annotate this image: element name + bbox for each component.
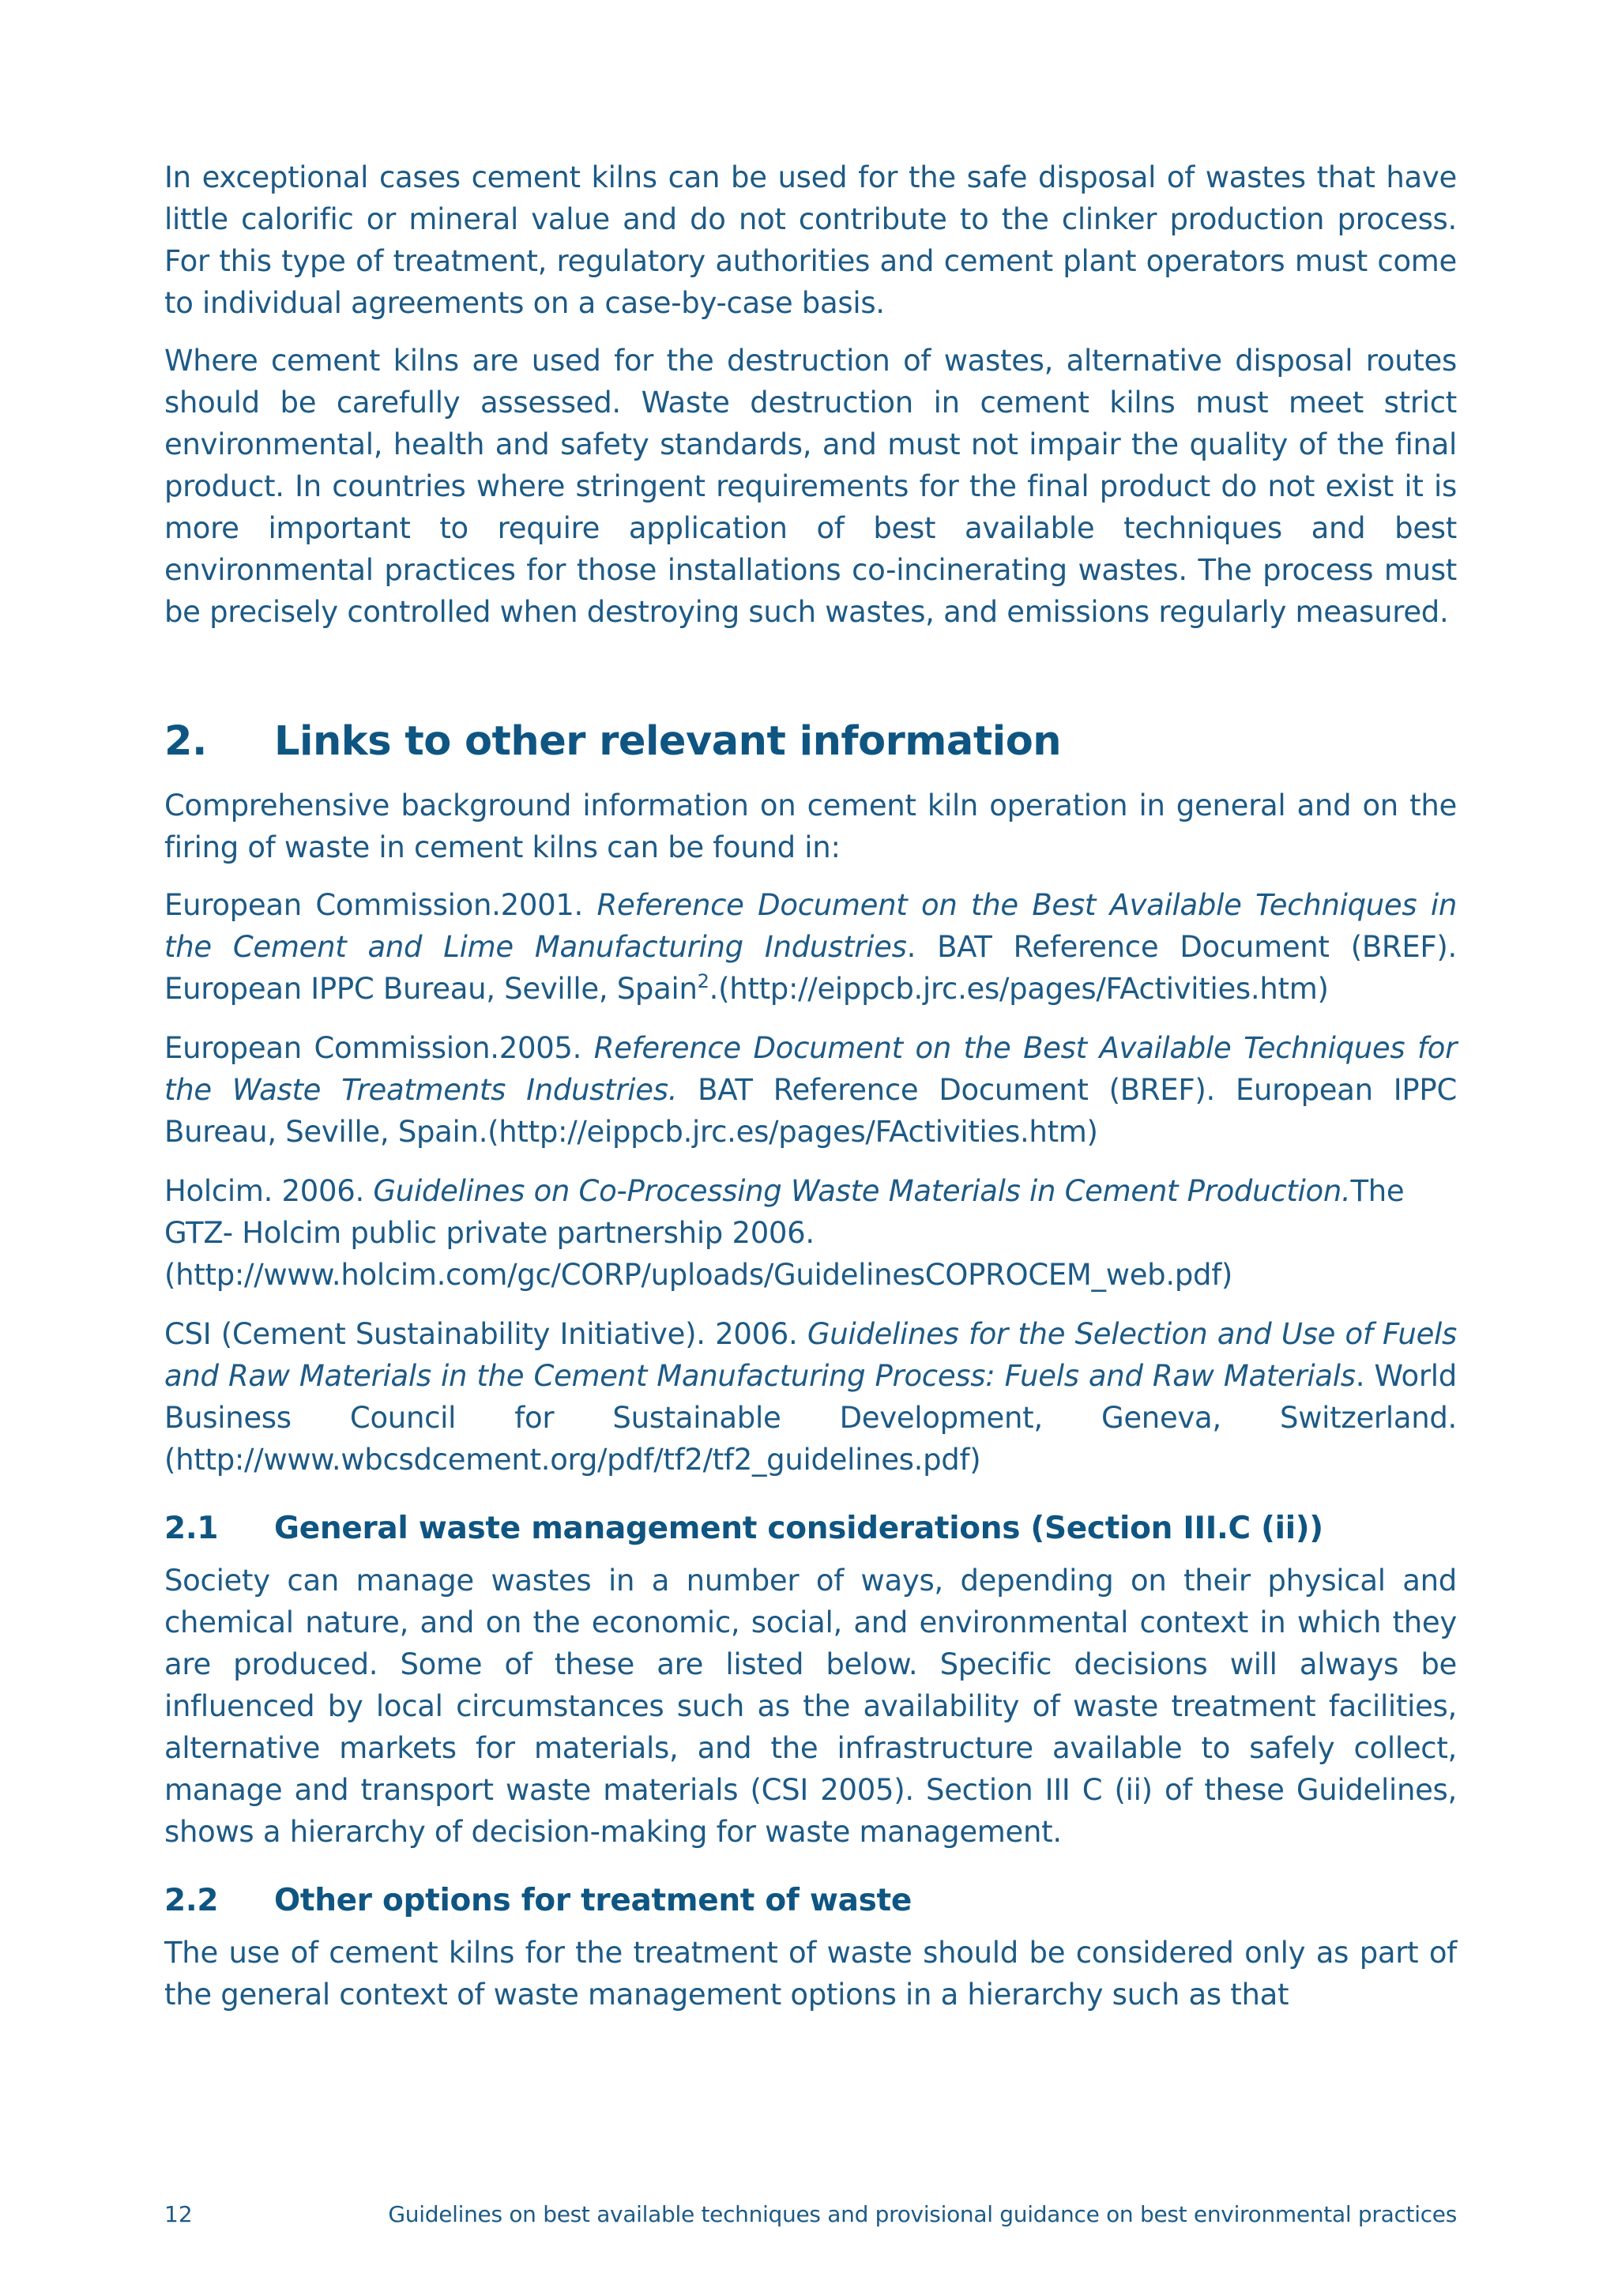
reference-ec-2005 bbox=[164, 1027, 1457, 1153]
reference-title: Reference Document on the Best Available Techniques in the Cement and Lime Manufacturing Industries bbox=[164, 888, 1458, 964]
reference-url[interactable]: .(http://eippcb.jrc.es/pages/FActivities.htm) bbox=[709, 972, 1329, 1006]
reference-title: Reference Document on the Best Available Techniques for the Waste Treatments Industries. bbox=[164, 1031, 1457, 1107]
section-number: 2. bbox=[164, 718, 207, 765]
reference-details: BAT Reference Document (BREF). European IPPC Bureau, Seville, Spain.(http://eippcb.jrc.es/pages/FActivities.htm) bbox=[164, 1073, 1457, 1149]
reference-author: European Commission.2005. bbox=[164, 1031, 594, 1065]
section-heading-2 bbox=[164, 718, 1457, 766]
paragraph-waste-destruction: Where cement kilns are used for the destruction of wastes, alternative disposal routes should be carefully assessed. Waste destruction in cement kilns must meet strict environmental, health and safety standards, and must not impair the quality of the final product. In countries where stringent requirements for the final product do not exist it is more important to require application of best available techniques and best environmental practices for those installations co-incinerating wastes. The process must be precisely controlled when destroying such wastes, and emissions regularly measured. bbox=[164, 344, 1457, 629]
reference-details: The GTZ- Holcim public private partnership 2006. bbox=[164, 1174, 1405, 1250]
section-number: 2.1 bbox=[164, 1511, 219, 1546]
page-number: 12 bbox=[164, 2201, 193, 2227]
reference-author: European Commission.2001. bbox=[164, 888, 597, 922]
section-heading-2-1 bbox=[164, 1509, 1457, 1549]
section-number: 2.2 bbox=[164, 1883, 219, 1918]
reference-title: Guidelines on Co-Processing Waste Materials in Cement Production. bbox=[373, 1174, 1351, 1208]
reference-author: Holcim. 2006. bbox=[164, 1174, 374, 1208]
reference-url[interactable]: (http://www.holcim.com/gc/CORP/uploads/GuidelinesCOPROCEM_web.pdf) bbox=[164, 1258, 1233, 1292]
reference-holcim-2006 bbox=[164, 1170, 1457, 1296]
reference-details: . World Business Council for Sustainable Development, Geneva, Switzerland. (http://www.wbcsdcement.org/pdf/tf2/tf2_guidelines.pdf) bbox=[164, 1359, 1457, 1477]
reference-ec-2001 bbox=[164, 884, 1457, 1010]
paragraph-exceptional-cases: In exceptional cases cement kilns can be used for the safe disposal of wastes that have little calorific or mineral value and do not contribute to the clinker production process. For this type of treatment, regulatory authorities and cement plant operators must come to individual agreements on a case-by-case basis. bbox=[164, 160, 1457, 320]
reference-csi-2006 bbox=[164, 1313, 1457, 1481]
section-title: General waste management considerations (Section III.C (ii)) bbox=[274, 1511, 1323, 1546]
section-title: Links to other relevant information bbox=[274, 718, 1062, 765]
reference-author: CSI (Cement Sustainability Initiative). 2006. bbox=[164, 1317, 807, 1351]
paragraph-waste-management: Society can manage wastes in a number of ways, depending on their physical and chemical nature, and on the economic, social, and environmental context in which they are produced. Some of these are listed below. Specific decisions will always be influenced by local circumstances such as the availability of waste treatment facilities, alternative markets for materials, and the infrastructure available to safely collect, manage and transport waste materials (CSI 2005). Section III C (ii) of these Guidelines, shows a hierarchy of decision-making for waste management. bbox=[164, 1564, 1457, 1849]
section-title: Other options for treatment of waste bbox=[274, 1883, 912, 1918]
reference-details: . BAT Reference Document (BREF). European IPPC Bureau, Seville, Spain bbox=[164, 930, 1457, 1006]
reference-title: Guidelines for the Selection and Use of Fuels and Raw Materials in the Cement Manufacturing Process: Fuels and Raw Materials bbox=[164, 1317, 1457, 1393]
footer-title: Guidelines on best available techniques and provisional guidance on best environmental practices bbox=[388, 2201, 1457, 2227]
footnote-marker[interactable]: 2 bbox=[697, 970, 709, 992]
paragraph-other-options: The use of cement kilns for the treatment of waste should be considered only as part of the general context of waste management options in a hierarchy such as that bbox=[164, 1936, 1457, 2012]
section-heading-2-2 bbox=[164, 1881, 1457, 1921]
page-content bbox=[164, 156, 1457, 2031]
paragraph-background-intro: Comprehensive background information on cement kiln operation in general and on the firing of waste in cement kilns can be found in: bbox=[164, 789, 1457, 864]
